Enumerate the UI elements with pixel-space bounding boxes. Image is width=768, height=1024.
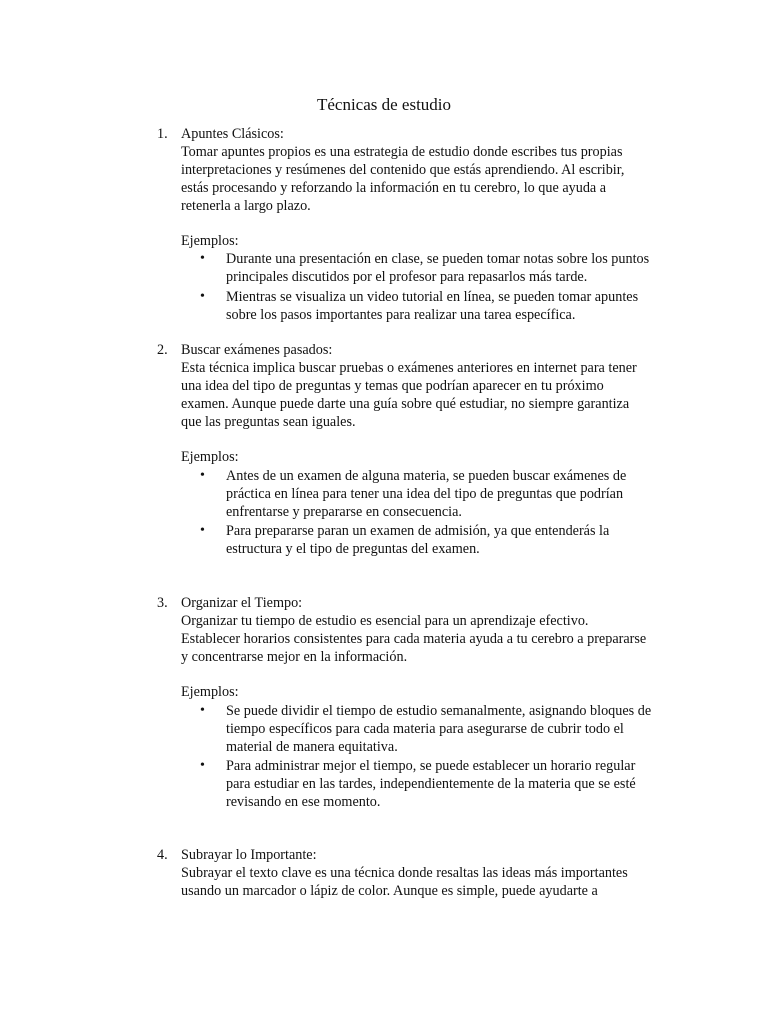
bullet-line: Antes de un examen de alguna materia, se pueden buscar exámenes de [226,468,627,484]
bullet-line: principales discutidos por el profesor para repasarlos más tarde. [226,269,588,285]
bullet-line: sobre los pasos importantes para realizar una tarea específica. [226,307,576,323]
section-number: 2. [157,342,168,358]
bullet-line: para estudiar en las tardes, independientemente de la materia que se esté [226,776,636,792]
section-paragraph [181,359,681,431]
paragraph-line: usando un marcador o lápiz de color. Aunque es simple, puede ayudarte a [181,883,598,899]
bullet-line: Para administrar mejor el tiempo, se puede establecer un horario regular [226,758,636,774]
section-heading: Apuntes Clásicos: [181,126,284,142]
section-number: 4. [157,847,168,863]
bullet-icon: • [200,251,205,266]
bullet-icon: • [200,468,205,483]
section-paragraph [181,864,681,900]
bullet-line: material de manera equitativa. [226,739,398,755]
bullet-line: enfrentarse y prepararse en consecuencia. [226,504,462,520]
bullet-line: tiempo específicos para cada materia para asegurarse de cubrir todo el [226,721,624,737]
paragraph-line: Subrayar el texto clave es una técnica donde resaltas las ideas más importantes [181,865,628,881]
paragraph-line: estás procesando y reforzando la información en tu cerebro, lo que ayuda a [181,180,607,196]
section-paragraph [181,612,681,666]
bullet-line: práctica en línea para tener una idea del tipo de preguntas que podrían [226,486,624,502]
paragraph-line: examen. Aunque puede darte una guía sobre qué estudiar, no siempre garantiza [181,396,630,412]
paragraph-line: Esta técnica implica buscar pruebas o exámenes anteriores en internet para tener [181,360,637,376]
bullet-line: Se puede dividir el tiempo de estudio semanalmente, asignando bloques de [226,703,652,719]
paragraph-line: una idea del tipo de preguntas y temas que podrían aparecer en tu próximo [181,378,604,394]
section-heading: Buscar exámenes pasados: [181,342,333,358]
section-heading: Subrayar lo Importante: [181,847,317,863]
bullet-line: Mientras se visualiza un video tutorial en línea, se pueden tomar apuntes [226,289,639,305]
bullet-line: Para prepararse paran un examen de admisión, ya que entenderás la [226,523,610,539]
section-heading: Organizar el Tiempo: [181,595,303,611]
examples-label: Ejemplos: [181,684,239,700]
bullet-line: Durante una presentación en clase, se pueden tomar notas sobre los puntos [226,251,650,267]
paragraph-line: Establecer horarios consistentes para cada materia ayuda a tu cerebro a prepararse [181,631,647,647]
bullet-line: estructura y el tipo de preguntas del examen. [226,541,480,557]
paragraph-line: retenerla a largo plazo. [181,198,311,214]
paragraph-line: Tomar apuntes propios es una estrategia de estudio donde escribes tus propias [181,144,623,160]
page-title: Técnicas de estudio [316,95,452,114]
bullet-line: revisando en ese momento. [226,794,381,810]
examples-label: Ejemplos: [181,449,239,465]
paragraph-line: que las preguntas sean iguales. [181,414,356,430]
paragraph-line: y concentrarse mejor en la información. [181,649,408,665]
section-paragraph [181,143,681,215]
bullet-icon: • [200,758,205,773]
bullet-icon: • [200,523,205,538]
bullet-icon: • [200,289,205,304]
paragraph-line: interpretaciones y resúmenes del contenido que estás aprendiendo. Al escribir, [181,162,625,178]
examples-label: Ejemplos: [181,233,239,249]
bullet-icon: • [200,703,205,718]
paragraph-line: Organizar tu tiempo de estudio es esencial para un aprendizaje efectivo. [181,613,589,629]
section-number: 1. [157,126,168,142]
section-number: 3. [157,595,168,611]
